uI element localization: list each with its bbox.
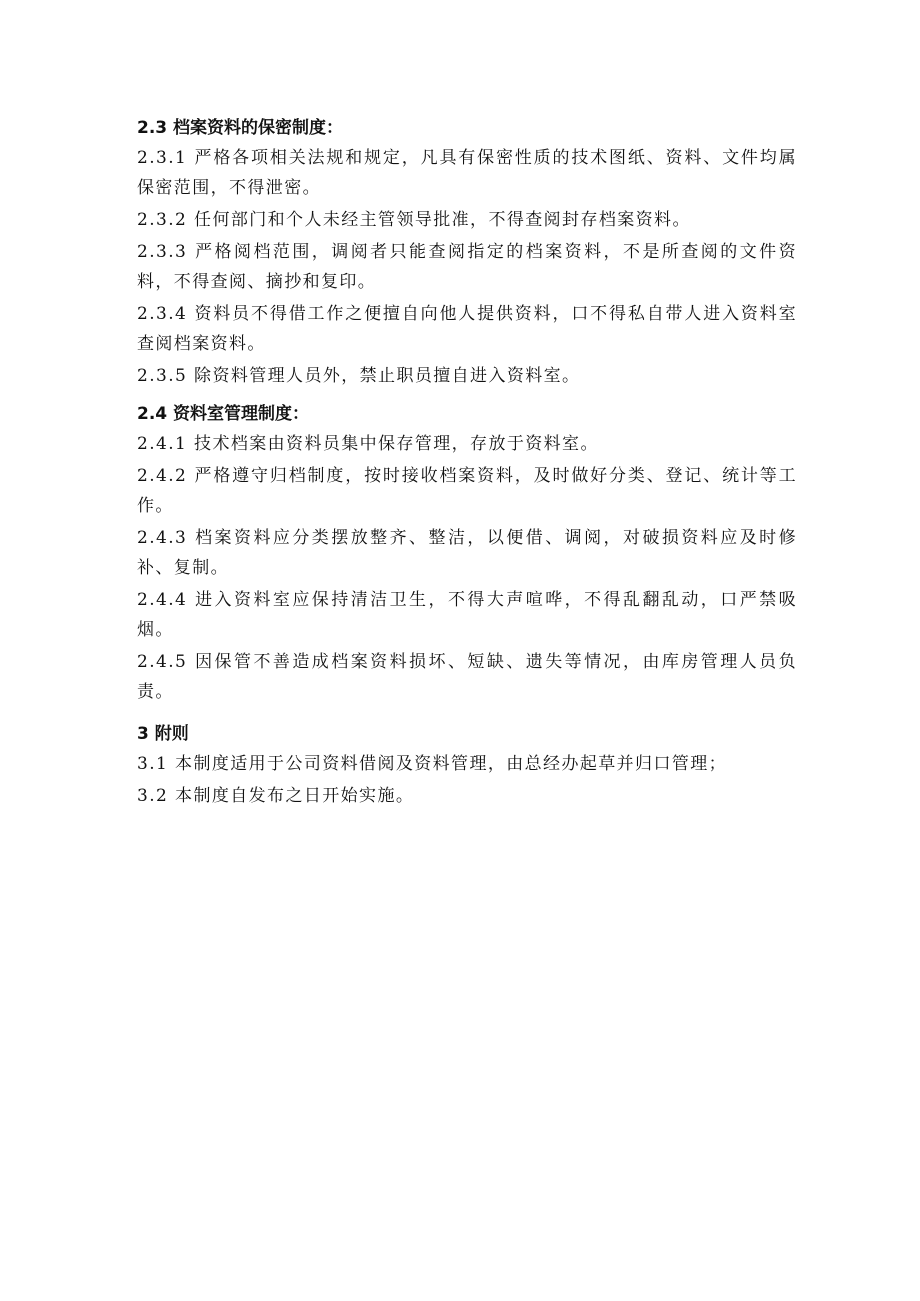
clause-2-4-1: 2.4.1 技术档案由资料员集中保存管理，存放于资料室。: [137, 434, 599, 454]
clause-3-2: 3.2 本制度自发布之日开始实施。: [137, 786, 415, 806]
section-heading-3: 3 附则: [137, 724, 189, 744]
clause-2-4-4: 2.4.4 进入资料室应保持清洁卫生，不得大声喧哗，不得乱翻乱动，口严禁吸烟。: [137, 590, 797, 640]
section-heading-2-4: 2.4 资料室管理制度：: [137, 404, 310, 424]
clause-2-3-3: 2.3.3 严格阅档范围，调阅者只能查阅指定的档案资料，不是所查阅的文件资料，不得查阅、摘抄和复印。: [137, 242, 797, 292]
section-heading-2-3: 2.3 档案资料的保密制度：: [137, 118, 344, 138]
document-page: [137, 113, 797, 813]
clause-2-4-2: 2.4.2 严格遵守归档制度，按时接收档案资料，及时做好分类、登记、统计等工作。: [137, 466, 797, 516]
clause-2-3-1: 2.3.1 严格各项相关法规和规定，凡具有保密性质的技术图纸、资料、文件均属保密范围，不得泄密。: [137, 148, 797, 198]
clause-2-4-5: 2.4.5 因保管不善造成档案资料损坏、短缺、遗失等情况，由库房管理人员负责。: [137, 652, 797, 702]
clause-3-1: 3.1 本制度适用于公司资料借阅及资料管理，由总经办起草并归口管理；: [137, 754, 728, 774]
clause-2-3-4: 2.3.4 资料员不得借工作之便擅自向他人提供资料，口不得私自带人进入资料室查阅档案资料。: [137, 304, 797, 354]
clause-2-4-3: 2.4.3 档案资料应分类摆放整齐、整洁，以便借、调阅，对破损资料应及时修补、复制。: [137, 528, 797, 578]
clause-2-3-5: 2.3.5 除资料管理人员外，禁止职员擅自进入资料室。: [137, 366, 581, 386]
clause-2-3-2: 2.3.2 任何部门和个人未经主管领导批准，不得查阅封存档案资料。: [137, 210, 691, 230]
